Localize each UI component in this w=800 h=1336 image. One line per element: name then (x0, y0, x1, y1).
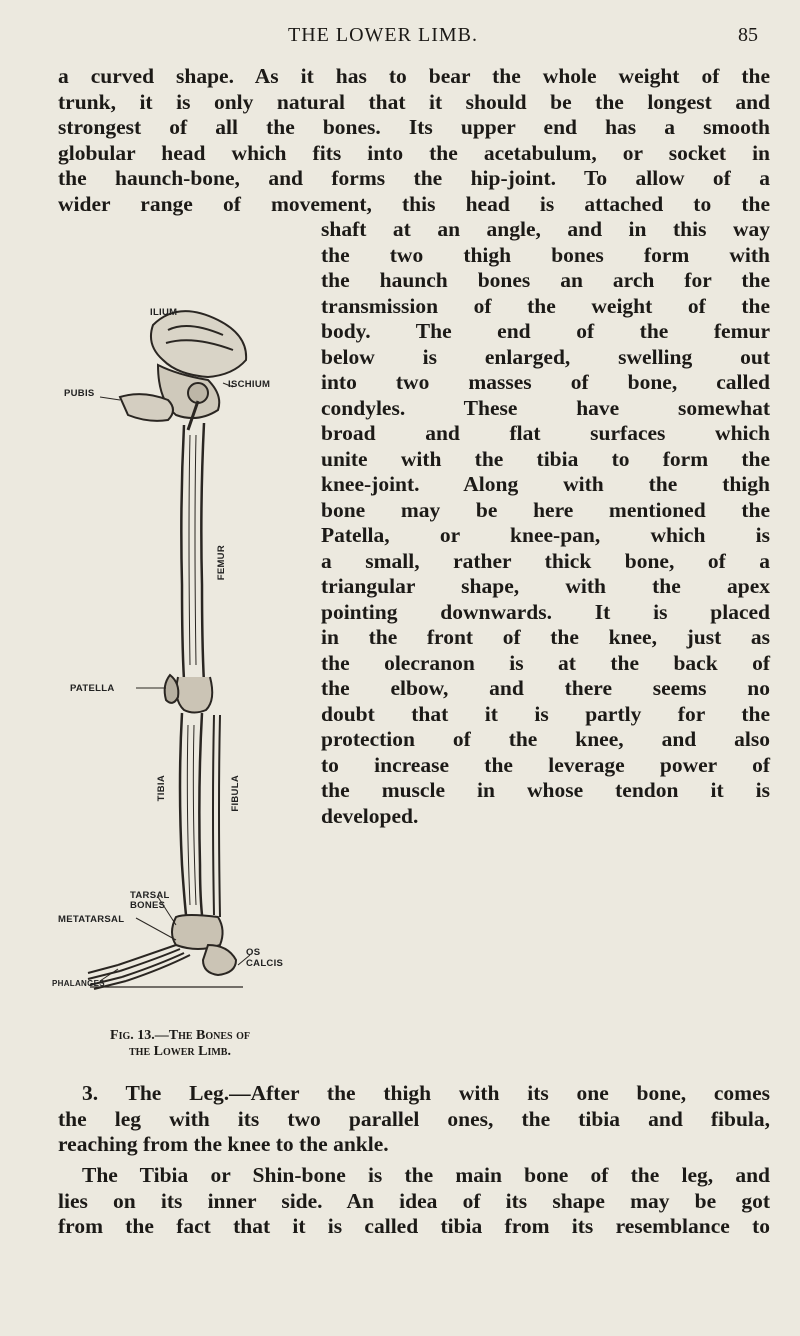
text-line: reaching from the knee to the ankle. (58, 1132, 389, 1156)
text-line: in the front of the knee, just as (321, 625, 770, 649)
text-line: pointing downwards. It is placed (321, 599, 770, 624)
text-line: wider range of movement, this head is attached to the (58, 191, 770, 216)
text-line: developed. (321, 803, 419, 828)
text-line: the leg with its two parallel ones, the tibia and fibula, (58, 1106, 770, 1131)
figure-lower-limb-bones (52, 305, 328, 1025)
text-line: into two masses of bone, called (321, 370, 770, 394)
figure-caption (60, 1028, 300, 1060)
label-pubis: PUBIS (64, 388, 95, 399)
label-tibia: TIBIA (156, 775, 167, 802)
text-line: doubt that it is partly for the (321, 701, 770, 726)
text-line: trunk, it is only natural that it should be the longest and (58, 89, 770, 114)
page-number: 85 (738, 24, 758, 46)
text-line: body. The end of the femur (321, 319, 770, 343)
label-tarsal-bones: TARSAL BONES (130, 890, 170, 911)
caption-line: the Lower Limb. (129, 1044, 231, 1059)
paragraph-the-leg (58, 1081, 770, 1158)
label-ischium: ISCHIUM (228, 379, 271, 390)
paragraph-femur-intro (58, 64, 770, 217)
label-ilium: ILIUM (150, 307, 178, 318)
label-fibula: FIBULA (230, 775, 241, 812)
label-patella: PATELLA (70, 683, 115, 694)
text-line: strongest of all the bones. Its upper end has a smooth (58, 115, 770, 139)
text-line: to increase the leverage power of (321, 752, 770, 777)
text-line: shaft at an angle, and in this way (321, 217, 770, 241)
label-metatarsal: METATARSAL (58, 914, 125, 925)
page-header (58, 24, 758, 54)
text-line: The Tibia or Shin-bone is the main bone of the leg, and (82, 1163, 770, 1187)
text-line: broad and flat surfaces which (321, 421, 770, 445)
text-line: the elbow, and there seems no (321, 676, 770, 700)
text-line: knee-joint. Along with the thigh (321, 472, 770, 496)
text-line: condyles. These have somewhat (321, 395, 770, 420)
text-line: triangular shape, with the apex (321, 574, 770, 598)
text-line: 3. The Leg.—After the thigh with its one bone, comes (82, 1081, 770, 1105)
text-line: transmission of the weight of the (321, 293, 770, 318)
text-line: from the fact that it is called tibia from its resemblance to (58, 1214, 770, 1238)
label-os-calcis: OS CALCIS (246, 947, 284, 969)
text-line: a curved shape. As it has to bear the whole weight of the (58, 64, 770, 88)
text-line: unite with the tibia to form the (321, 446, 770, 471)
text-line: the haunch-bone, and forms the hip-joint. To allow of a (58, 166, 770, 190)
text-line: Patella, or knee-pan, which is (321, 523, 770, 547)
label-femur: FEMUR (216, 545, 227, 581)
text-line: the olecranon is at the back of (321, 650, 770, 675)
running-title: THE LOWER LIMB. (288, 24, 478, 46)
text-line: the two thigh bones form with (321, 242, 770, 267)
paragraph-the-tibia (58, 1163, 770, 1240)
caption-line: Fig. 13.—The Bones of (110, 1028, 250, 1043)
text-line: bone may be here mentioned the (321, 497, 770, 522)
text-line: a small, rather thick bone, of a (321, 548, 770, 573)
text-line: below is enlarged, swelling out (321, 344, 770, 369)
text-line: protection of the knee, and also (321, 727, 770, 751)
text-line: the muscle in whose tendon it is (321, 778, 770, 802)
text-line: lies on its inner side. An idea of its shape may be got (58, 1188, 770, 1213)
text-line: globular head which fits into the acetabulum, or socket in (58, 140, 770, 165)
label-phalanges: PHALANGES (52, 979, 105, 988)
paragraph-femur-side-column (321, 217, 770, 829)
text-line: the haunch bones an arch for the (321, 268, 770, 292)
